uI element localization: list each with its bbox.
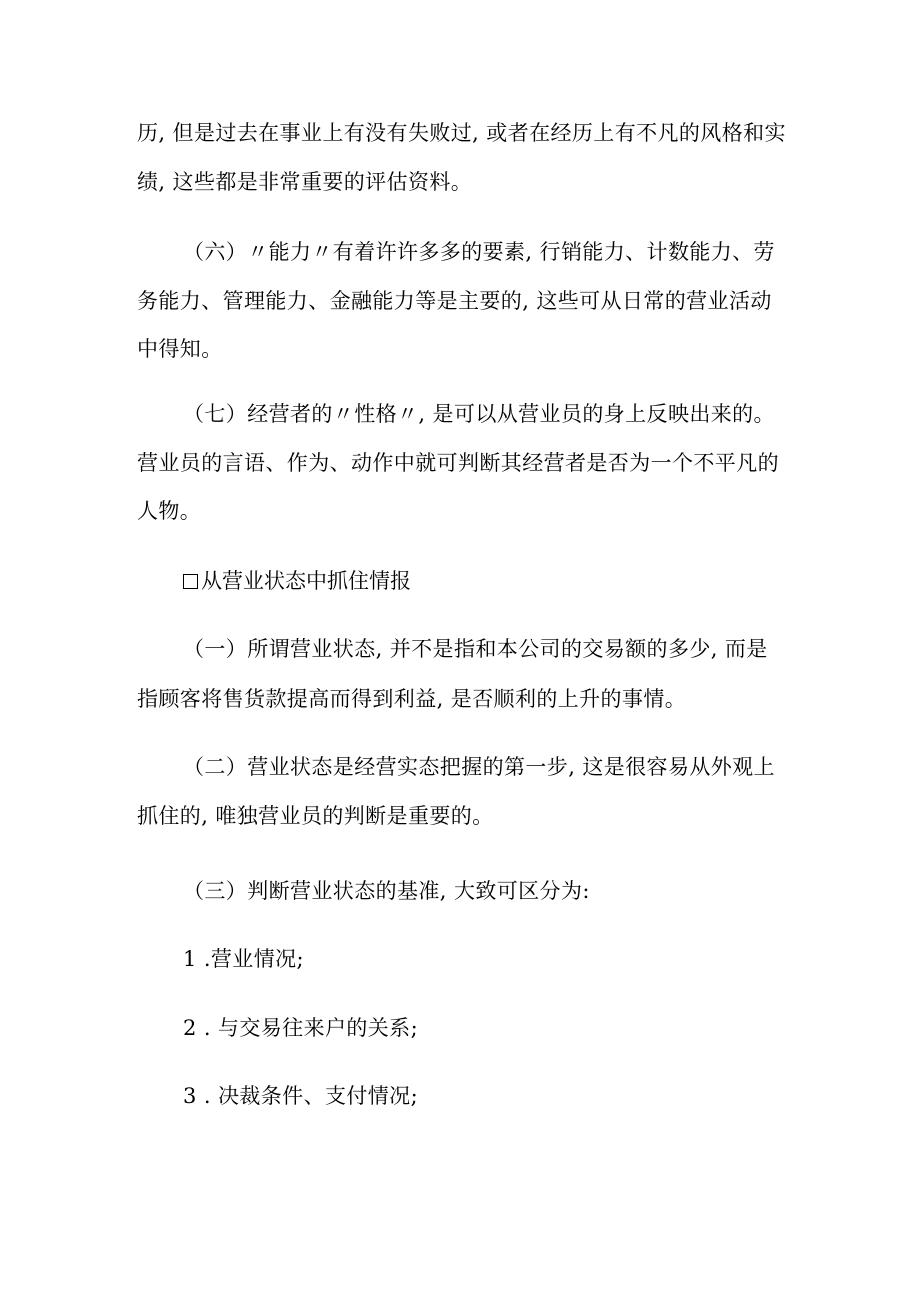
section-heading: [183, 566, 411, 596]
list-item: 3 . 决裁条件、支付情况;: [183, 1084, 419, 1108]
paragraph-line: 指顾客将售货款提高而得到利益, 是否顺利的上升的事情。: [137, 687, 687, 711]
section-heading-text: 从营业状态中抓住情报: [201, 569, 411, 593]
checkbox-icon: [183, 574, 198, 589]
paragraph-line: （二）营业状态是经营实态把握的第一步, 这是很容易从外观上: [183, 755, 775, 779]
paragraph-line: （七）经营者的〃性格〃, 是可以从营业员的身上反映出来的。: [183, 402, 775, 426]
paragraph-line: （一）所谓营业状态, 并不是指和本公司的交易额的多少, 而是: [183, 637, 768, 661]
paragraph-line: 抓住的, 唯独营业员的判断是重要的。: [137, 804, 494, 828]
paragraph-line: 营业员的言语、作为、动作中就可判断其经营者是否为一个不平凡的: [137, 451, 779, 475]
list-item: 1 .营业情况;: [183, 947, 304, 971]
paragraph-line: 绩, 这些都是非常重要的评估资料。: [137, 170, 473, 194]
list-item: 2 . 与交易往来户的关系;: [183, 1016, 419, 1040]
paragraph-line: 务能力、管理能力、金融能力等是主要的, 这些可从日常的营业活动: [137, 289, 772, 313]
paragraph-line: 中得知。: [137, 337, 223, 361]
paragraph-line: （三）判断营业状态的基准, 大致可区分为:: [183, 879, 590, 903]
paragraph-line: 历, 但是过去在事业上有没有失败过, 或者在经历上有不凡的风格和实: [137, 121, 786, 145]
paragraph-line: 人物。: [137, 499, 202, 523]
paragraph-line: （六）〃能力〃有着许许多多的要素, 行销能力、计数能力、劳: [183, 240, 775, 264]
